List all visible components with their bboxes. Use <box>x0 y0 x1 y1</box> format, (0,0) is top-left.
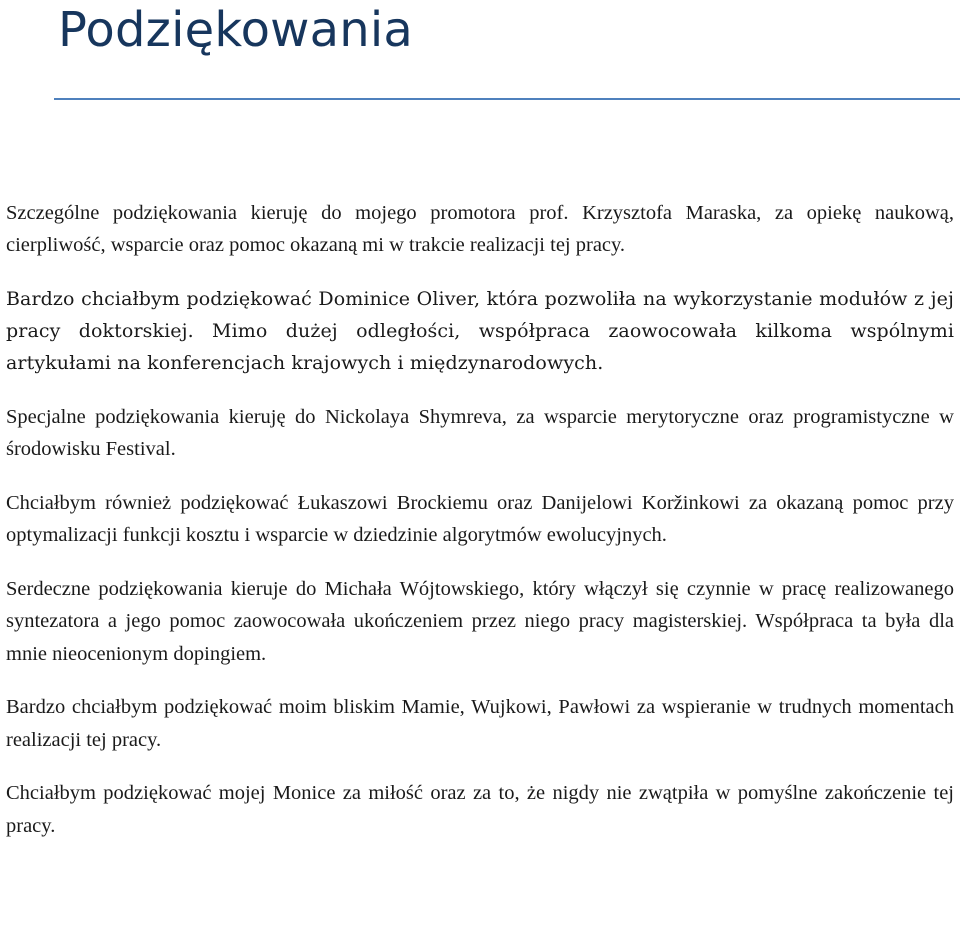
paragraph-shymrev: Specjalne podziękowania kieruję do Nickolaya Shymreva, za wsparcie merytoryczne oraz programistyczne w środowisku Festival. <box>6 406 954 461</box>
title-underline <box>54 98 960 100</box>
paragraph-monika: Chciałbym podziękować mojej Monice za miłość oraz za to, że nigdy nie zwątpiła w pomyślne zakończenie tej pracy. <box>6 782 954 837</box>
paragraph-promotor: Szczególne podziękowania kieruję do mojego promotora prof. Krzysztofa Maraska, za opiekę naukową, cierpliwość, wsparcie oraz pomoc okazaną mi w trakcie realizacji tej pracy. <box>6 202 954 257</box>
acknowledgements-body <box>6 197 954 863</box>
page-title: Podziękowania <box>58 2 414 58</box>
paragraph-wojtowski: Serdeczne podziękowania kieruje do Michała Wójtowskiego, który włączył się czynnie w pracę realizowanego syntezatora a jego pomoc zaowocowała ukończeniem przez niego pracy magisterskiej. Współpraca ta była dla mnie nieocenionym dopingiem. <box>6 578 954 665</box>
paragraph-dominika-oliver: Bardzo chciałbym podziękować Dominice Oliver, która pozwoliła na wykorzystanie modułów z jej pracy doktorskiej. Mimo dużej odległości, współpraca zaowocowała kilkoma wspólnymi artykułami na konferencjach krajowych i międzynarodowych. <box>6 288 954 375</box>
paragraph-family: Bardzo chciałbym podziękować moim bliskim Mamie, Wujkowi, Pawłowi za wspieranie w trudnych momentach realizacji tej pracy. <box>6 696 954 751</box>
paragraph-brocki-korzinek: Chciałbym również podziękować Łukaszowi Brockiemu oraz Danijelowi Koržinkowi za okazaną pomoc przy optymalizacji funkcji kosztu i wsparcie w dziedzinie algorytmów ewolucyjnych. <box>6 492 954 547</box>
